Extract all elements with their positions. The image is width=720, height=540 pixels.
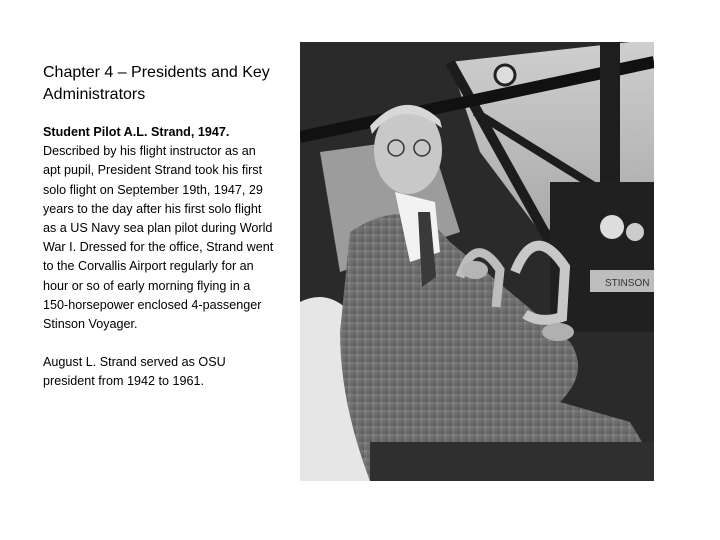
presidency-note: August L. Strand served as OSU president from 1942 to 1961. [43, 355, 226, 389]
caption-lead: Student Pilot A.L. Strand, 1947. [43, 125, 230, 139]
caption-body: Described by his flight instructor as an apt pupil, President Strand took his first solo flight on September 19th, 1947, 29 years to the day after his first solo flight as a US Navy sea plan pilot during World War I. Dressed for the office, Strand went to the Corvallis Airport regularly for an hour or so of early morning flying in a 150-horsepower enclosed 4-passenger Stinson Voyager. [43, 144, 274, 332]
cockpit-photo-illustration [300, 42, 654, 481]
cockpit-photo [300, 42, 654, 481]
slide-title: Chapter 4 – Presidents and Key Administrators [43, 64, 270, 103]
photo-caption [43, 123, 275, 334]
cockpit-label: STINSON [605, 278, 650, 289]
text-column [43, 62, 275, 392]
